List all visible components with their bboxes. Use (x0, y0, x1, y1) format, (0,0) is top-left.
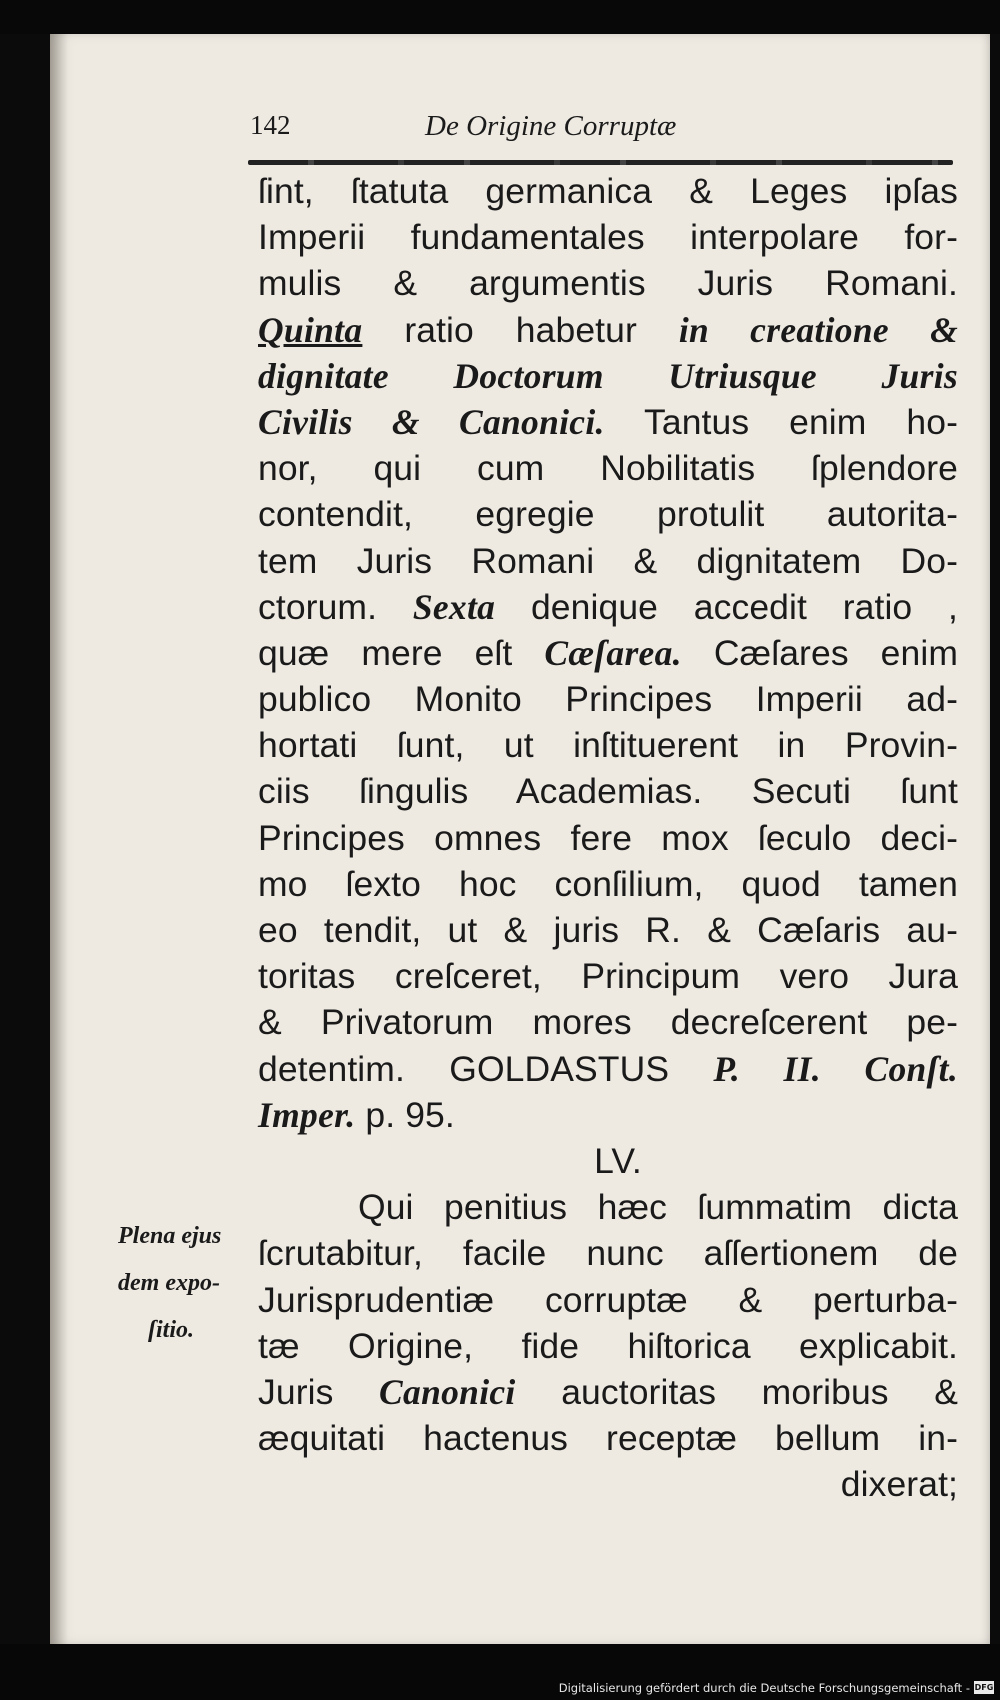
text-line: Principes omnes fere mox ſeculo deci- (258, 817, 958, 858)
text-line: Imper. p. 95. (258, 1094, 455, 1135)
text-line: Jurisprudentiæ corruptæ & perturba- (258, 1279, 958, 1320)
text-line: æquitati hactenus receptæ bellum in- (258, 1418, 958, 1459)
italic-term: dignitate Doctorum Utriusque Juris (258, 355, 958, 396)
italic-term: Sexta (412, 586, 496, 627)
text-line: contendit, egregie protulit autorita- (258, 494, 958, 535)
italic-term: Quinta (258, 309, 363, 350)
text-line: & Privatorum mores decreſcerent pe- (258, 1002, 958, 1043)
catchword-line: dixerat; (840, 1464, 958, 1505)
italic-term: Civilis & Canonici. (258, 401, 605, 442)
text-line: quæ mere eſt Cæſarea. Cæſares enim (258, 632, 958, 673)
page-number: 142 (250, 110, 291, 140)
text-line: mo ſexto hoc conſilium, quod tamen (258, 863, 958, 904)
text-line: nor, qui cum Nobilitatis ſplendore (258, 448, 958, 489)
text-line: tem Juris Romani & dignitatem Do- (258, 540, 958, 581)
text-line: ſcrutabitur, facile nunc aſſertionem de (258, 1233, 958, 1274)
italic-term: P. II. Conſt. (713, 1048, 958, 1089)
text-line: detentim. GOLDASTUS P. II. Conſt. (258, 1048, 958, 1089)
italic-term: in creatione & (678, 309, 958, 350)
text-line: Civilis & Canonici. Tantus enim ho- (258, 401, 958, 442)
margin-note (118, 1213, 258, 1354)
text-line: hortati ſunt, ut inſtituerent in Provin- (258, 725, 958, 766)
page-header (250, 110, 950, 156)
text-line: Qui penitius hæc ſummatim dicta (358, 1187, 958, 1228)
text-line: Imperii fundamentales interpolare for- (258, 217, 958, 258)
margin-note-line: Plena ejus (118, 1223, 222, 1249)
text-line: Quinta ratio habetur in creatione & (258, 309, 958, 350)
text-line: toritas creſceret, Principum vero Jura (258, 956, 958, 997)
digitization-credit: Digitalisierung gefördert durch die Deutsche Forschungsgemeinschaft - (558, 1681, 970, 1695)
text-line: ciis ſingulis Academias. Secuti ſunt (258, 771, 958, 812)
italic-term: Imper. (258, 1094, 356, 1135)
italic-term: Canonici (379, 1371, 516, 1412)
body-text (258, 168, 958, 1507)
text-line: eo tendit, ut & juris R. & Cæſaris au- (258, 910, 958, 950)
header-rule (248, 160, 953, 165)
margin-note-line: dem expo- (118, 1270, 220, 1296)
section-number: LV. (594, 1140, 642, 1181)
text-line: publico Monito Principes Imperii ad- (258, 679, 958, 720)
text-line: mulis & argumentis Juris Romani. (258, 263, 958, 304)
text-line: tæ Origine, fide hiſtorica explicabit. (258, 1325, 958, 1366)
page-gutter-shadow (50, 34, 68, 1644)
running-head: De Origine Corruptæ (425, 110, 677, 142)
text-line: ctorum. Sexta denique accedit ratio , (258, 586, 958, 627)
text-line (258, 353, 958, 399)
text-line: Juris Canonici auctoritas moribus & (258, 1371, 958, 1412)
text-line: ſint, ſtatuta germanica & Leges ipſas (258, 171, 958, 211)
italic-term: Cæſarea. (544, 632, 682, 673)
dfg-logo: DFG (974, 1683, 994, 1692)
margin-note-line: ſitio. (148, 1317, 194, 1343)
viewer-top-bar (0, 0, 1000, 34)
